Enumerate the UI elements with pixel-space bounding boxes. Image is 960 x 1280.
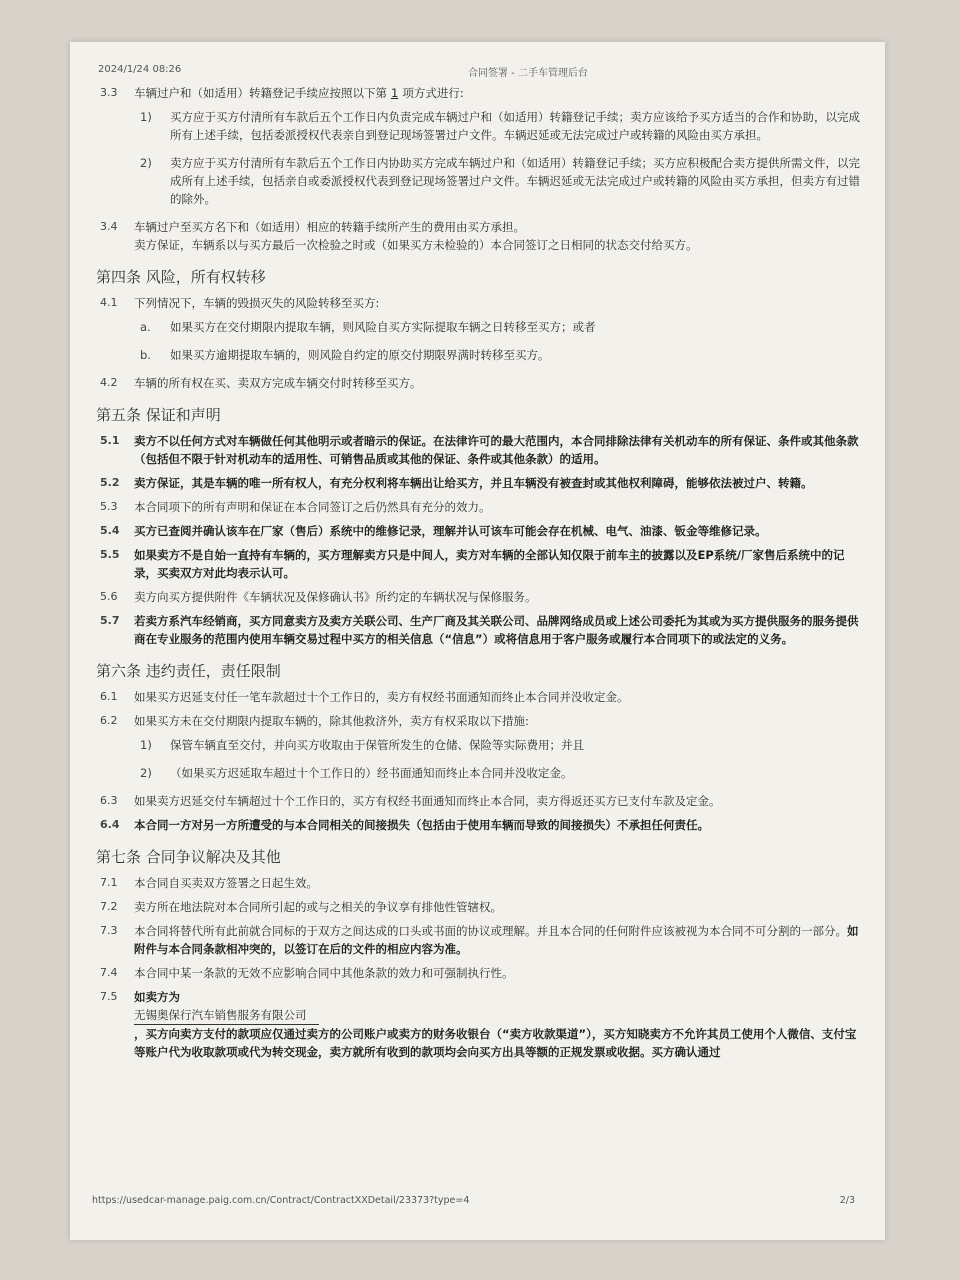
clause-5-4 (100, 522, 860, 540)
clause-5-6 (100, 588, 860, 606)
clause-5-3 (100, 498, 860, 516)
clause-text: 如果买方未在交付期限内提取车辆的，除其他救济外，卖方有权采取以下措施: (134, 714, 529, 728)
clause-text: 卖方不以任何方式对车辆做任何其他明示或者暗示的保证。在法律许可的最大范围内，本合同排除法律有关机动车的所有保证、条件或其他条款（包括但不限于针对机动车的适用性、可销售品质或其他的保证、条件或其他条款）的适用。 (134, 434, 859, 466)
clause-number: 7.4 (100, 966, 118, 979)
clause-5-7 (100, 612, 860, 648)
clause-text: 下列情况下，车辆的毁损灭失的风险转移至买方: (134, 296, 380, 310)
clause-5-1 (100, 432, 860, 468)
item-text: （如果买方迟延取车超过十个工作日的）经书面通知而终止本合同并没收定金。 (170, 766, 573, 780)
clause-number: 4.2 (100, 376, 118, 389)
item-number: 2) (140, 156, 152, 170)
item-text: 如果买方逾期提取车辆的，则风险自约定的原交付期限界满时转移至买方。 (170, 348, 550, 362)
section-5-clauses (100, 432, 860, 648)
clause-6-4 (100, 816, 860, 834)
clause-heading: 如卖方为 (134, 990, 180, 1004)
clause-number: 7.5 (100, 990, 118, 1003)
clause-3-3-item-1 (140, 108, 860, 144)
clause-text: 车辆过户至买方名下和（如适用）相应的转籍手续所产生的费用由买方承担。 (134, 220, 525, 234)
clause-text: 卖方向买方提供附件《车辆状况及保修确认书》所约定的车辆状况与保修服务。 (134, 590, 537, 604)
clause-number: 6.2 (100, 714, 118, 727)
clause-text: 车辆过户和（如适用）转籍登记手续应按照以下第 (134, 86, 387, 100)
clause-text: 买方已查阅并确认该车在厂家（售后）系统中的维修记录，理解并认可该车可能会存在机械、电气、油漆、钣金等维修记录。 (134, 524, 767, 538)
clause-text: 本合同中某一条款的无效不应影响合同中其他条款的效力和可强制执行性。 (134, 966, 514, 980)
print-footer (92, 1195, 855, 1206)
clause-text-end: 项方式进行: (402, 86, 464, 100)
item-number: b. (140, 348, 151, 362)
clause-number: 5.3 (100, 500, 118, 513)
item-number: 2) (140, 766, 152, 780)
clause-text: 本合同将替代所有此前就合同标的于双方之间达成的口头或书面的协议或理解。并且本合同的任何附件应该被视为本合同不可分割的一部分。 (134, 924, 847, 938)
clause-number: 5.7 (100, 614, 120, 627)
clause-6-2-item-2 (140, 764, 860, 782)
clause-text: 本合同项下的所有声明和保证在本合同签订之后仍然具有充分的效力。 (134, 500, 491, 514)
clause-text: 车辆的所有权在买、卖双方完成车辆交付时转移至买方。 (134, 376, 422, 390)
clause-number: 5.4 (100, 524, 120, 537)
clause-5-5 (100, 546, 860, 582)
item-number: 1) (140, 110, 152, 124)
print-title: 合同签署 - 二手车管理后台 (468, 68, 588, 79)
clause-text: 本合同自买卖双方签署之日起生效。 (134, 876, 318, 890)
clause-text: 本合同一方对另一方所遭受的与本合同相关的间接损失（包括由于使用车辆而导致的间接损失）不承担任何责任。 (134, 818, 709, 832)
clause-6-2-item-1 (140, 736, 860, 754)
item-text: 买方应于买方付清所有车款后五个工作日内负责完成车辆过户和（如适用）转籍登记手续；卖方应该给予买方适当的合作和协助，以完成所有上述手续，包括委派授权代表亲自到登记现场签署过户文件。车辆迟延或无法完成过户或转籍的风险由买方承担。 (170, 110, 860, 142)
contract-body (96, 84, 860, 1067)
clause-number: 4.1 (100, 296, 118, 309)
clause-text: 如果买方迟延支付任一笔车款超过十个工作日的，卖方有权经书面通知而终止本合同并没收定金。 (134, 690, 629, 704)
clause-4-1-item-a (140, 318, 860, 336)
section-6-title: 第六条 违约责任，责任限制 (96, 662, 281, 680)
clause-6-2 (100, 712, 860, 730)
clause-number: 7.3 (100, 924, 118, 937)
clause-number: 6.4 (100, 818, 120, 831)
method-choice: 1 (391, 86, 399, 100)
clause-number: 3.3 (100, 86, 118, 99)
clause-number: 5.1 (100, 434, 120, 447)
section-4-title: 第四条 风险，所有权转移 (96, 268, 266, 286)
clause-7-2 (100, 898, 860, 916)
clause-4-1-item-b (140, 346, 860, 364)
seller-company-name: 无锡奥保行汽车销售服务有限公司 (134, 1006, 319, 1025)
clause-6-1 (100, 688, 860, 706)
clause-3-4 (100, 218, 860, 254)
item-number: 1) (140, 738, 152, 752)
payment-channel-text: ，买方向卖方支付的款项应仅通过卖方的公司账户或卖方的财务收银台（“卖方收款渠道”），买方知晓卖方不允许其员工使用个人微信、支付宝等账户代为收取款项或代为转交现金，卖方就所有收到的款项均会向买方出具等额的正规发票或收据。买方确认通过 (134, 1027, 857, 1059)
clause-text-2: 卖方保证，车辆系以与买方最后一次检验之时或（如果买方未检验的）本合同签订之日相同的状态交付给买方。 (134, 238, 698, 252)
clause-number: 5.2 (100, 476, 120, 489)
clause-7-1 (100, 874, 860, 892)
section-5-title: 第五条 保证和声明 (96, 406, 221, 424)
section-7-title: 第七条 合同争议解决及其他 (96, 848, 281, 866)
clause-number: 6.1 (100, 690, 118, 703)
clause-number: 7.2 (100, 900, 118, 913)
item-text: 如果买方在交付期限内提取车辆，则风险自买方实际提取车辆之日转移至买方；或者 (170, 320, 596, 334)
clause-4-2 (100, 374, 860, 392)
clause-text-bold: 如附件与本合同条款相冲突的，以签订在后的文件的相应内容为准。 (134, 924, 859, 956)
page-url: https://usedcar-manage.paig.com.cn/Contract/ContractXXDetail/23373?type=4 (92, 1195, 470, 1206)
clause-number: 3.4 (100, 220, 118, 233)
clause-3-3-item-2 (140, 154, 860, 208)
clause-number: 7.1 (100, 876, 118, 889)
print-datetime: 2024/1/24 08:26 (98, 64, 182, 75)
clause-text: 如果卖方迟延交付车辆超过十个工作日的，买方有权经书面通知而终止本合同，卖方得返还买方已支付车款及定金。 (134, 794, 721, 808)
clause-number: 6.3 (100, 794, 118, 807)
clause-number: 5.6 (100, 590, 118, 603)
clause-text: 如果卖方不是自始一直持有车辆的，买方理解卖方只是中间人，卖方对车辆的全部认知仅限于前车主的披露以及EP系统/厂家售后系统中的记录，买卖双方对此均表示认可。 (134, 548, 845, 580)
clause-number: 5.5 (100, 548, 120, 561)
item-number: a. (140, 320, 151, 334)
item-text: 卖方应于买方付清所有车款后五个工作日内协助买方完成车辆过户和（如适用）转籍登记手续；买方应积极配合卖方提供所需文件，以完成所有上述手续，包括亲自或委派授权代表到登记现场签署过户文件。车辆迟延或无法完成过户或转籍的风险由买方承担，但卖方有过错的除外。 (170, 156, 860, 206)
clause-3-3 (100, 84, 860, 102)
clause-4-1 (100, 294, 860, 312)
clause-7-3 (100, 922, 860, 958)
page-number: 2/3 (839, 1195, 855, 1206)
clause-6-3 (100, 792, 860, 810)
clause-text: 卖方保证，其是车辆的唯一所有权人，有充分权利将车辆出让给买方，并且车辆没有被查封或其他权利障碍，能够依法被过户、转籍。 (134, 476, 813, 490)
clause-5-2 (100, 474, 860, 492)
clause-7-5 (100, 988, 860, 1061)
clause-text: 卖方所在地法院对本合同所引起的或与之相关的争议享有排他性管辖权。 (134, 900, 502, 914)
item-text: 保管车辆直至交付，并向买方收取由于保管所发生的仓储、保险等实际费用；并且 (170, 738, 584, 752)
clause-text: 若卖方系汽车经销商，买方同意卖方及卖方关联公司、生产厂商及其关联公司、品牌网络成员或上述公司委托为其或为买方提供服务的服务提供商在专业服务的范围内使用车辆交易过程中买方的相关信息（“信息”）或将信息用于客户服务或履行本合同项下的或法定的义务。 (134, 614, 859, 646)
clause-7-4 (100, 964, 860, 982)
contract-page (70, 42, 885, 1240)
